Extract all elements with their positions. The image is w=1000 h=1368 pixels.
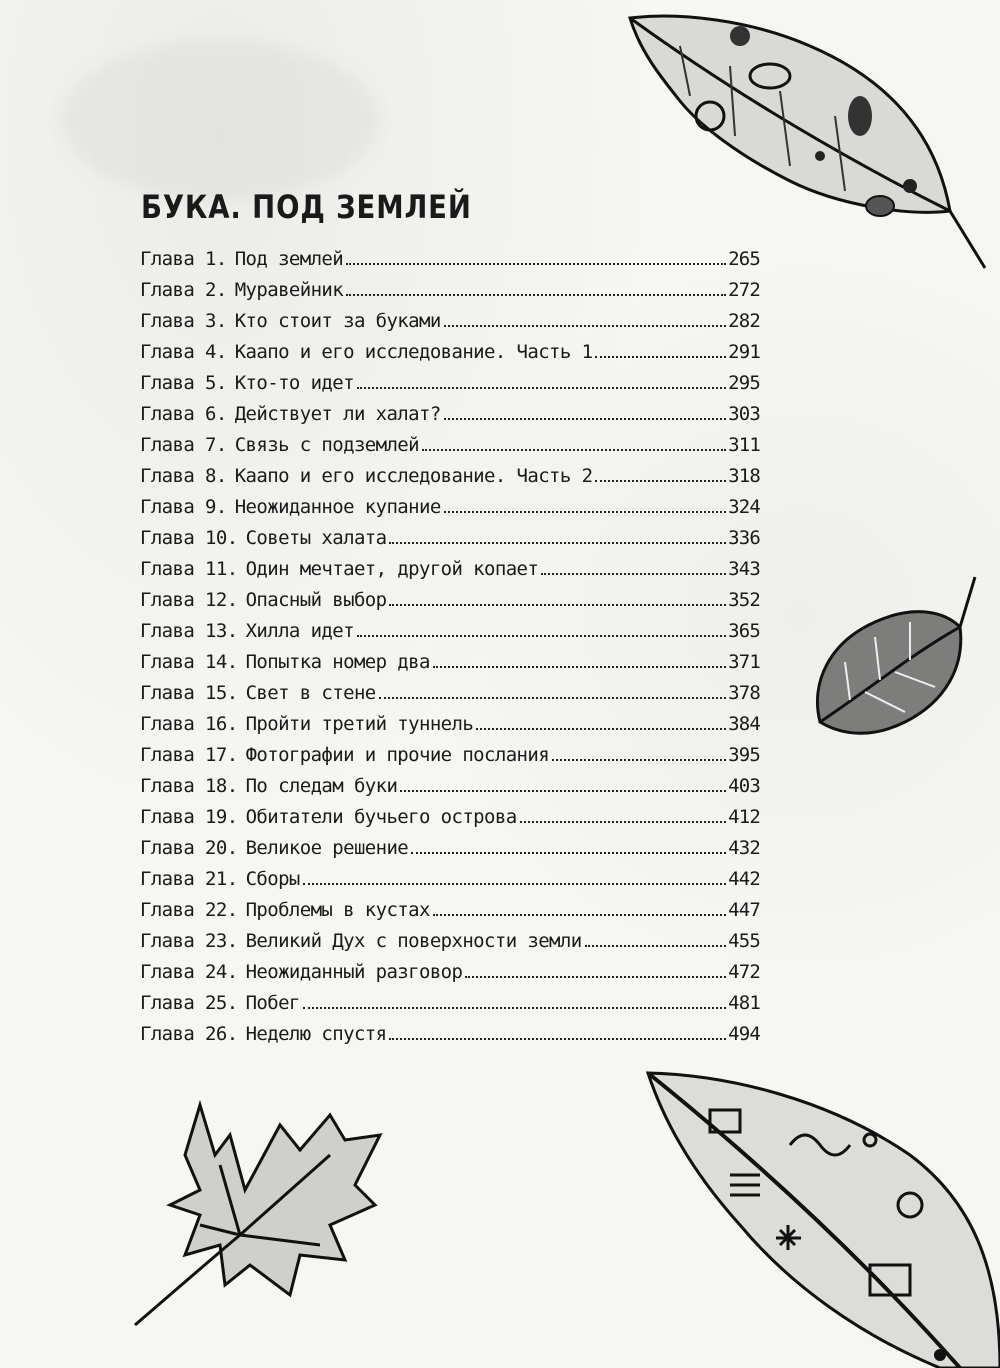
toc-entry — [140, 334, 760, 365]
dot-leader — [411, 852, 726, 854]
toc-page-number: 295 — [728, 372, 760, 394]
toc-entry-label — [140, 587, 386, 613]
toc-page-number: 365 — [728, 620, 760, 642]
toc-chapter-title: Свет в стене — [245, 682, 376, 704]
dot-leader — [357, 635, 726, 637]
toc-page-number: 494 — [728, 1023, 760, 1045]
toc-chapter-number: Глава 11. — [140, 558, 238, 580]
toc-page-number: 442 — [728, 868, 760, 890]
toc-chapter-number: Глава 22. — [140, 899, 238, 921]
dot-leader — [389, 604, 726, 606]
toc-chapter-title: Побег — [245, 992, 300, 1014]
toc-entry — [140, 489, 760, 520]
dot-leader — [520, 821, 727, 823]
toc-chapter-number: Глава 8. — [140, 465, 227, 487]
toc-entry — [140, 706, 760, 737]
toc-page-number: 455 — [728, 930, 760, 952]
toc-chapter-title: Неожиданный разговор — [245, 961, 463, 983]
toc-entry-label — [140, 649, 430, 675]
toc-page-number: 384 — [728, 713, 760, 735]
toc-entry-label — [140, 680, 376, 706]
toc-page-number: 291 — [728, 341, 760, 363]
toc-entry — [140, 427, 760, 458]
dot-leader — [444, 511, 726, 513]
toc-chapter-title: Действует ли халат? — [234, 403, 441, 425]
toc-page-number: 265 — [728, 248, 760, 270]
toc-entry — [140, 613, 760, 644]
toc-page-number: 395 — [728, 744, 760, 766]
toc-chapter-title: По следам буки — [245, 775, 398, 797]
dot-leader — [444, 325, 726, 327]
toc-chapter-title: Хилла идет — [245, 620, 354, 642]
dot-leader — [357, 387, 726, 389]
dot-leader — [595, 480, 726, 482]
toc-entry-label — [140, 990, 300, 1016]
toc-entry — [140, 830, 760, 861]
toc-chapter-number: Глава 12. — [140, 589, 238, 611]
toc-chapter-number: Глава 9. — [140, 496, 227, 518]
toc-entry-label — [140, 928, 582, 954]
toc-entry-label — [140, 804, 517, 830]
toc-chapter-title: Под землей — [234, 248, 344, 270]
toc-entry-label — [140, 618, 354, 644]
toc-entry — [140, 799, 760, 830]
toc-chapter-number: Глава 18. — [140, 775, 238, 797]
toc-entry — [140, 644, 760, 675]
toc-chapter-number: Глава 16. — [140, 713, 238, 735]
toc-entry-label — [140, 494, 441, 520]
toc-chapter-title: Муравейник — [234, 279, 344, 301]
toc-chapter-number: Глава 1. — [140, 248, 227, 270]
dot-leader — [389, 542, 726, 544]
toc-entry-label — [140, 370, 354, 396]
toc-chapter-title: Попытка номер два — [245, 651, 430, 673]
toc-page-number: 371 — [728, 651, 760, 673]
toc-chapter-number: Глава 14. — [140, 651, 238, 673]
toc-chapter-title: Неделю спустя — [245, 1023, 387, 1045]
toc-chapter-title: Опасный выбор — [245, 589, 387, 611]
toc-entry — [140, 396, 760, 427]
dot-leader — [465, 976, 726, 978]
toc-chapter-number: Глава 6. — [140, 403, 227, 425]
toc-entry-label — [140, 897, 430, 923]
toc-chapter-number: Глава 7. — [140, 434, 227, 456]
toc-entry-label — [140, 1021, 386, 1047]
toc-chapter-title: Связь с подземлей — [234, 434, 419, 456]
toc-entry — [140, 582, 760, 613]
toc-entry — [140, 923, 760, 954]
toc-entry — [140, 272, 760, 303]
dot-leader — [346, 294, 726, 296]
toc-entry — [140, 1016, 760, 1047]
dot-leader — [389, 1038, 726, 1040]
toc-entry — [140, 520, 760, 551]
toc-entry — [140, 737, 760, 768]
toc-entry-label — [140, 742, 549, 768]
dot-leader — [379, 697, 726, 699]
dot-leader — [422, 449, 726, 451]
toc-chapter-title: Обитатели бучьего острова — [245, 806, 517, 828]
toc-entry — [140, 551, 760, 582]
toc-entry — [140, 985, 760, 1016]
toc-chapter-title: Фотографии и прочие послания — [245, 744, 550, 766]
toc-chapter-number: Глава 15. — [140, 682, 238, 704]
toc-chapter-number: Глава 13. — [140, 620, 238, 642]
toc-entry-label — [140, 432, 419, 458]
toc-chapter-title: Неожиданное купание — [234, 496, 441, 518]
toc-entry-label — [140, 835, 408, 861]
toc-chapter-title: Один мечтает, другой копает — [245, 558, 539, 580]
toc-entry-label — [140, 866, 300, 892]
toc-page-number: 472 — [728, 961, 760, 983]
toc-chapter-number: Глава 19. — [140, 806, 238, 828]
dot-leader — [303, 1007, 726, 1009]
toc-chapter-number: Глава 21. — [140, 868, 238, 890]
toc-chapter-title: Кто стоит за буками — [234, 310, 441, 332]
toc-entry — [140, 365, 760, 396]
dot-leader — [585, 945, 727, 947]
leaf-bottom-right-icon — [640, 1065, 1000, 1368]
toc-chapter-number: Глава 5. — [140, 372, 227, 394]
toc-chapter-title: Сборы — [245, 868, 300, 890]
dot-leader — [541, 573, 726, 575]
toc-page-number: 412 — [728, 806, 760, 828]
dot-leader — [400, 790, 726, 792]
toc-page-number: 318 — [728, 465, 760, 487]
toc-entry — [140, 768, 760, 799]
toc-entry-label — [140, 525, 386, 551]
toc-page-number: 432 — [728, 837, 760, 859]
toc-chapter-title: Великое решение — [245, 837, 409, 859]
toc-page-number: 303 — [728, 403, 760, 425]
toc-entry-label — [140, 246, 343, 272]
toc-chapter-number: Глава 20. — [140, 837, 238, 859]
toc-page-number: 324 — [728, 496, 760, 518]
toc-page-number: 272 — [728, 279, 760, 301]
toc-entry-label — [140, 308, 441, 334]
dot-leader — [433, 666, 726, 668]
table-of-contents — [140, 241, 760, 1047]
toc-entry — [140, 861, 760, 892]
dot-leader — [595, 356, 726, 358]
toc-chapter-title: Проблемы в кустах — [245, 899, 430, 921]
toc-entry — [140, 303, 760, 334]
toc-page-number: 403 — [728, 775, 760, 797]
toc-chapter-number: Глава 23. — [140, 930, 238, 952]
toc-chapter-number: Глава 26. — [140, 1023, 238, 1045]
toc-entry — [140, 675, 760, 706]
toc-page-number: 343 — [728, 558, 760, 580]
toc-chapter-number: Глава 25. — [140, 992, 238, 1014]
bleed-through-shadow — [60, 40, 380, 200]
toc-entry — [140, 458, 760, 489]
toc-chapter-title: Каапо и его исследование. Часть 2 — [234, 465, 593, 487]
toc-chapter-number: Глава 3. — [140, 310, 227, 332]
page-title: БУКА. ПОД ЗЕМЛЕЙ — [141, 188, 472, 226]
toc-page-number: 447 — [728, 899, 760, 921]
toc-entry-label — [140, 463, 592, 489]
toc-chapter-number: Глава 4. — [140, 341, 227, 363]
dot-leader — [433, 914, 726, 916]
toc-page-number: 352 — [728, 589, 760, 611]
toc-entry-label — [140, 959, 462, 985]
leaf-bottom-left-icon — [130, 1095, 390, 1335]
toc-chapter-title: Каапо и его исследование. Часть 1 — [234, 341, 593, 363]
toc-entry — [140, 241, 760, 272]
toc-entry-label — [140, 773, 397, 799]
toc-entry-label — [140, 277, 343, 303]
toc-chapter-title: Великий Дух с поверхности земли — [245, 930, 582, 952]
toc-page-number: 481 — [728, 992, 760, 1014]
dot-leader — [346, 263, 726, 265]
toc-chapter-number: Глава 10. — [140, 527, 238, 549]
toc-entry-label — [140, 401, 441, 427]
toc-page-number: 378 — [728, 682, 760, 704]
toc-page-number: 311 — [728, 434, 760, 456]
dot-leader — [303, 883, 726, 885]
toc-entry — [140, 892, 760, 923]
dot-leader — [476, 728, 726, 730]
toc-entry-label — [140, 556, 538, 582]
toc-page-number: 336 — [728, 527, 760, 549]
toc-entry-label — [140, 711, 473, 737]
toc-chapter-title: Пройти третий туннель — [245, 713, 474, 735]
toc-chapter-title: Советы халата — [245, 527, 387, 549]
dot-leader — [444, 418, 726, 420]
leaf-middle-right-icon — [805, 572, 980, 762]
dot-leader — [552, 759, 726, 761]
toc-chapter-number: Глава 24. — [140, 961, 238, 983]
toc-chapter-number: Глава 17. — [140, 744, 238, 766]
toc-chapter-number: Глава 2. — [140, 279, 227, 301]
toc-entry — [140, 954, 760, 985]
toc-entry-label — [140, 339, 592, 365]
toc-chapter-title: Кто-то идет — [234, 372, 354, 394]
toc-page-number: 282 — [728, 310, 760, 332]
